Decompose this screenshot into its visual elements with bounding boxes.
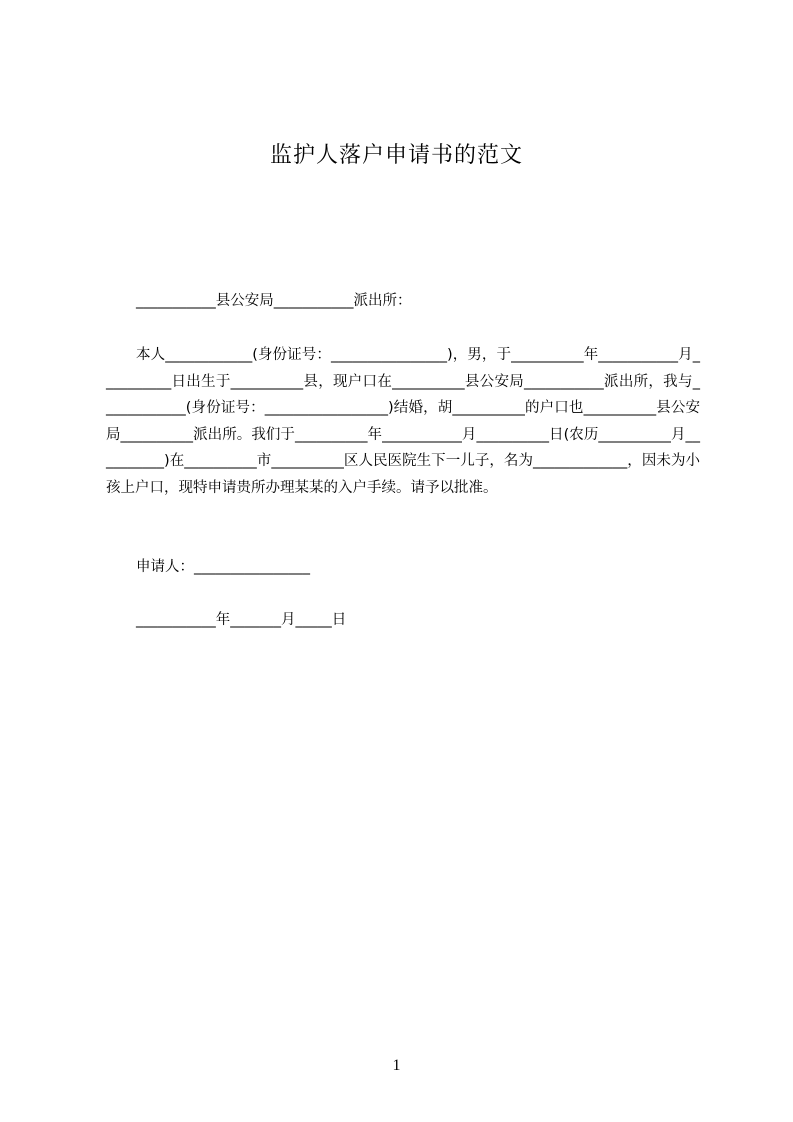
application-body-text: 本人____________(身份证号：________________)，男，于__________年___________月__________日出生于__________县，现户口在__________县公安局___________派出所，我与____________(身份证号：_________________)结婚，胡__________的户口也__________县公安局__________派出所。我们于__________年___________月__________日(农历__________月__________)在__________市__________区人民医院生下一儿子，名为_____________，因未为小孩上户口，现特申请贵所办理某某的入户手续。请予以批准。 <box>106 347 700 496</box>
page-number: 1 <box>392 1057 401 1074</box>
date-line: ___________年_______月_____日 <box>136 612 347 628</box>
applicant-signature-line: 申请人：________________ <box>136 559 310 575</box>
document-title: 监护人落户申请书的范文 <box>269 143 523 168</box>
application-body <box>106 342 700 501</box>
addressee-line: ___________县公安局___________派出所： <box>136 293 412 309</box>
